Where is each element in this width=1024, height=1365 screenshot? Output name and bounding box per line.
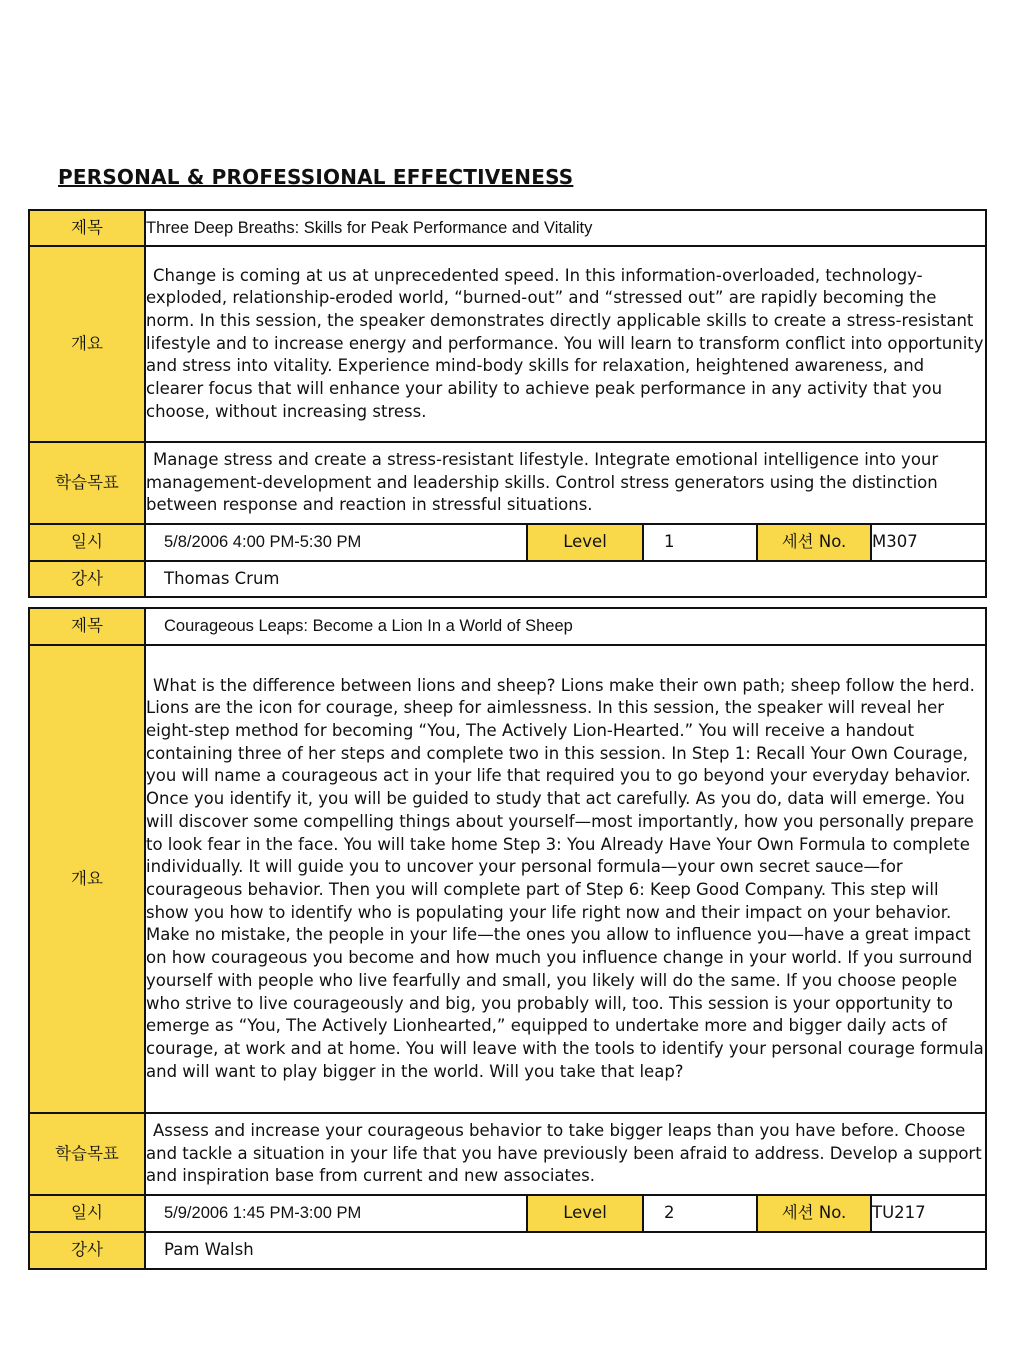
session-overview: Change is coming at us at unprecedented speed. In this information-overloaded, technology-exploded, relationship-eroded world, “burned-out” and “stressed out” are rapidly becoming the norm. In this session, the speaker demonstrates directly applicable skills to create a stress-resistant lifestyle and to increase energy and performance. You will learn to transform conflict into opportunity and stress into vitality. Experience mind-body skills for relaxation, heightened awareness, and clearer focus that will enhance your ability to achieve peak performance in any activity that you choose, without increasing stress. xyxy=(145,246,986,442)
session-number: M307 xyxy=(871,524,986,561)
datetime-label: 일시 xyxy=(29,1195,145,1232)
session-datetime: 5/8/2006 4:00 PM-5:30 PM xyxy=(145,524,527,561)
datetime-label: 일시 xyxy=(29,524,145,561)
session-objectives: Assess and increase your courageous behavior to take bigger leaps than you have before. Choose and tackle a situation in your life that you have previously been afraid to address. Develop a support and inspiration base from current and new associates. xyxy=(145,1113,986,1195)
session-title: Courageous Leaps: Become a Lion In a World of Sheep xyxy=(145,608,986,645)
speaker-label: 강사 xyxy=(29,1232,145,1269)
level-label: Level xyxy=(527,524,643,561)
session-level: 1 xyxy=(643,524,757,561)
page-title: PERSONAL & PROFESSIONAL EFFECTIVENESS xyxy=(58,165,574,189)
session-level: 2 xyxy=(643,1195,757,1232)
session-table-2 xyxy=(28,607,987,1270)
session-no-label: 세션 No. xyxy=(757,1195,871,1232)
objectives-label: 학습목표 xyxy=(29,442,145,524)
session-objectives: Manage stress and create a stress-resistant lifestyle. Integrate emotional intelligence into your management-development and leadership skills. Control stress generators using the distinction between response and reaction in stressful situations. xyxy=(145,442,986,524)
session-datetime: 5/9/2006 1:45 PM-3:00 PM xyxy=(145,1195,527,1232)
session-speaker: Pam Walsh xyxy=(145,1232,986,1269)
session-number: TU217 xyxy=(871,1195,986,1232)
session-overview: What is the difference between lions and sheep? Lions make their own path; sheep follow the herd. Lions are the icon for courage, sheep for aimlessness. In this session, the speaker will reveal her eight-step method for becoming “You, The Actively Lion-Hearted.” You will receive a handout containing three of her steps and complete two in this session. In Step 1: Recall Your Own Courage, you will name a courageous act in your life that required you to go beyond your everyday behavior. Once you identify it, you will be guided to study that act carefully. As you do, data will emerge. You will discover some compelling things about yourself—most importantly, how you personally prepare to look fear in the face. You will take home Step 3: You Already Have Your Own Formula to complete individually. It will guide you to uncover your personal formula—your own secret sauce—for courageous behavior. Then you will complete part of Step 6: Keep Good Company. This step will show you how to identify who is populating your life right now and their impact on your behavior. Make no mistake, the people in your life—the ones you allow to influence you—have a great impact on how courageous you become and how much you influence change in your world. If you surround yourself with people who live fearfully and small, you likely will do the same. If you choose people who strive to live courageously and big, you probably will, too. This session is your opportunity to emerge as “You, The Actively Lionhearted,” equipped to undertake more and bigger daily acts of courage, at work and at home. You will leave with the tools to identify your personal courage formula and will want to play bigger in the world. Will you take that leap? xyxy=(145,645,986,1113)
session-title: Three Deep Breaths: Skills for Peak Performance and Vitality xyxy=(145,210,986,246)
title-label: 제목 xyxy=(29,210,145,246)
overview-label: 개요 xyxy=(29,645,145,1113)
objectives-label: 학습목표 xyxy=(29,1113,145,1195)
title-label: 제목 xyxy=(29,608,145,645)
overview-label: 개요 xyxy=(29,246,145,442)
session-no-label: 세션 No. xyxy=(757,524,871,561)
level-label: Level xyxy=(527,1195,643,1232)
session-speaker: Thomas Crum xyxy=(145,561,986,597)
speaker-label: 강사 xyxy=(29,561,145,597)
session-table-1 xyxy=(28,209,987,598)
